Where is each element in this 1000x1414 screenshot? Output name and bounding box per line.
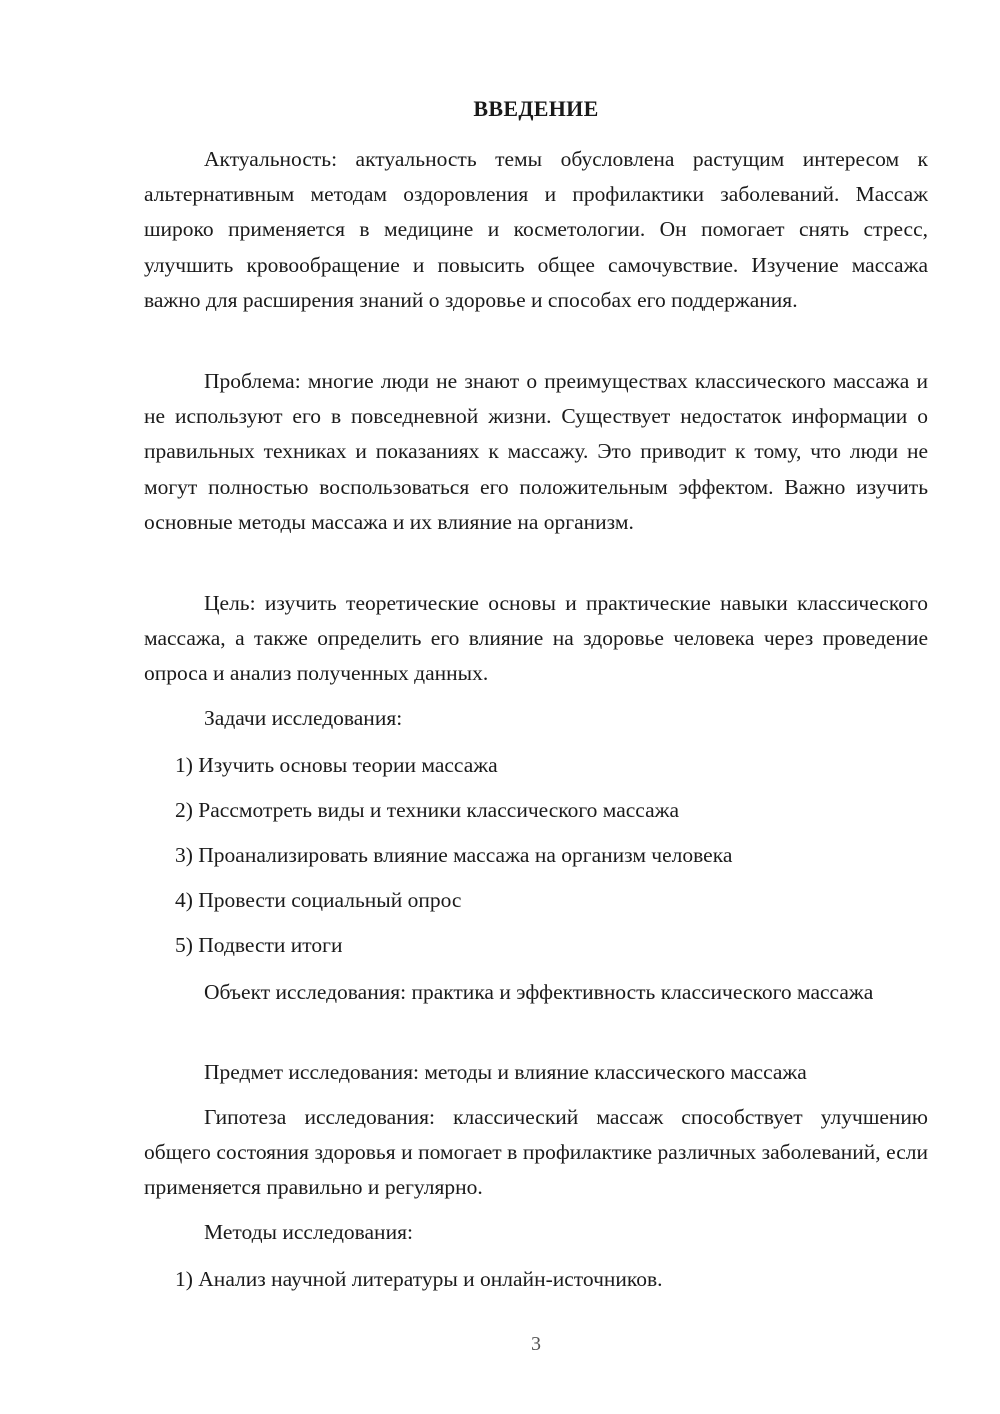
relevance-paragraph: Актуальность: актуальность темы обусловлена растущим интересом к альтернативным методам оздоровления и профилактики заболеваний. Массаж широко применяется в медицине и косметологии. Он помогает снять стресс, улучшить кровообращение и повысить общее самочувствие. Изучение массажа важно для расширения знаний о здоровье и способах его поддержания. — [144, 147, 928, 312]
page-title: ВВЕДЕНИЕ — [473, 96, 599, 121]
method-item-1: 1) Анализ научной литературы и онлайн-источников. — [175, 1267, 663, 1291]
hypothesis-paragraph: Гипотеза исследования: классический массаж способствует улучшению общего состояния здоровья и помогает в профилактике различных заболеваний, если применяется правильно и регулярно. — [144, 1105, 928, 1200]
object-paragraph: Объект исследования: практика и эффективность классического массажа — [204, 980, 874, 1004]
methods-heading: Методы исследования: — [204, 1220, 413, 1244]
subject-paragraph: Предмет исследования: методы и влияние классического массажа — [204, 1060, 807, 1084]
page-number: 3 — [531, 1333, 541, 1355]
problem-paragraph: Проблема: многие люди не знают о преимуществах классического массажа и не используют его в повседневной жизни. Существует недостаток информации о правильных техниках и показаниях к массажу. Это приводит к тому, что люди не могут полностью воспользоваться его положительным эффектом. Важно изучить основные методы массажа и их влияние на организм. — [144, 369, 928, 534]
tasks-heading: Задачи исследования: — [204, 706, 403, 730]
task-item-2: 2) Рассмотреть виды и техники классического массажа — [175, 798, 680, 822]
task-item-4: 4) Провести социальный опрос — [175, 888, 462, 912]
task-item-5: 5) Подвести итоги — [175, 933, 343, 957]
task-item-1: 1) Изучить основы теории массажа — [175, 753, 498, 777]
goal-paragraph: Цель: изучить теоретические основы и практические навыки классического массажа, а также определить его влияние на здоровье человека через проведение опроса и анализ полученных данных. — [144, 591, 928, 686]
task-item-3: 3) Проанализировать влияние массажа на организм человека — [175, 843, 733, 867]
